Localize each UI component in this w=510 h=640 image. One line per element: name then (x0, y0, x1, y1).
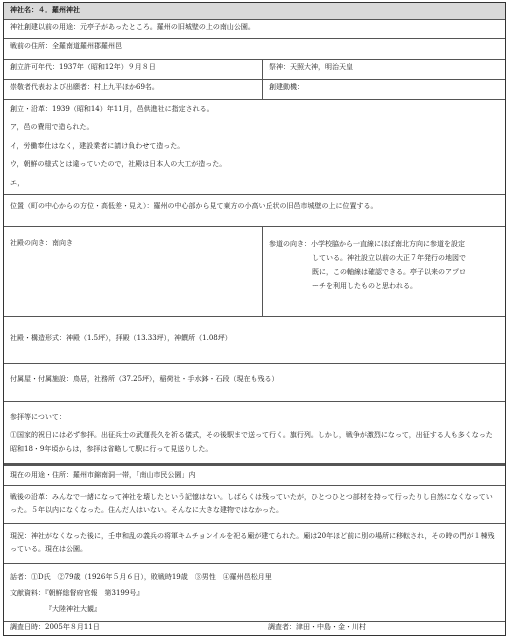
founding-motive-label: 創建動機： (262, 80, 505, 99)
approach-line: 既に，この軸線は確認できる。亭子以来のアプロ (312, 268, 466, 276)
permit-date: 創立許可年代：1937年（昭和12年）９月８日 (10, 63, 156, 71)
history-item-a: ア，邑の費用で造られた。 (10, 123, 94, 132)
postwar-history: 戦後の沿革：みんなで一緒になって神社を壊したという記憶はない。しばらくは残っていたが，ひとつひとつ部材を持って行ったりし自然になくなっていった。５年以内になくなった。住んだ人はいない。そんなに大きな建物ではなかった。 (4, 486, 505, 524)
current-use: 現在の用途・住所：羅州市錦南洞一帯，「南山市民公園」内 (4, 464, 505, 486)
shrine-facing: 社殿の向き：南向き (10, 239, 73, 247)
shrine-survey-sheet (3, 2, 506, 636)
source-item: 『大陸神社大観』 (45, 604, 101, 613)
surveyors: 調査者：津田・中島・金・川村 (268, 623, 366, 631)
approach-line: している。神社設立以前の大正７年発行の地図で (312, 254, 466, 262)
footer-row (4, 622, 505, 635)
survey-date: 調査日時：2005年８月11日 (10, 623, 100, 631)
prewar-address: 戦前の住所：全羅南道羅州郡羅州邑 (4, 39, 505, 60)
informants: 話者：①D氏 ②79歳（1926年５月６日），敗戦時19歳 ③男性 ④羅州邑松月里 (10, 573, 272, 581)
founding-history (4, 100, 505, 195)
worship-notes (4, 402, 505, 464)
present-status: 現況：神社がなくなった後に，壬申和乱の義兵の将軍キムチョンイルを祀る廟が建てられた。廟は20年ほど前に別の場所に移転され，その時の門が１棟残っている。現在は公園。 (4, 524, 505, 564)
facilities: 付属屋・付属施設：鳥居，社務所（37.25坪），稲荷社・手水鉢・石段（現在も残る） (4, 364, 505, 402)
sources-block (4, 564, 505, 622)
page-title: 神社名：４．羅州神社 (4, 3, 505, 20)
history-item-i: イ，労働奉仕はなく，建設業者に請け負わせて造った。 (10, 141, 185, 150)
history-item-e: エ， (10, 178, 25, 187)
structures: 社殿・構造形式：神殿（1.5坪），拝殿（13.33坪），神饌所（1.08坪） (4, 317, 505, 364)
deities: 祭神：天照大神，明治天皇 (262, 60, 505, 79)
representative: 崇敬者代表および出願者：村上九平ほか69名。 (10, 83, 159, 91)
sources-label: 文献資料： (10, 589, 45, 598)
orientation-row (4, 227, 505, 317)
approach-line: ーチを利用したものと思われる。 (312, 282, 417, 290)
worship-notes-label: 参拝等について： (10, 413, 66, 421)
permit-deities-row (4, 60, 505, 80)
worship-notes-text: ①国家的祝日には必ず参拝。出征兵士の武運長久を祈る儀式，その後駅まで送って行く。旗行列。しかし，戦争が激烈になって，出征する人も多くなった昭和18・9年頃からは，参拝は省略して駅に行って見送りした。 (10, 431, 493, 453)
history-item-u: ウ，朝鮮の様式とは違っていたので，社殿は日本人の大工が造った。 (10, 160, 227, 169)
approach-direction (262, 227, 505, 316)
location: 位置（町の中心からの方位・高低差・見え）：羅州の中心部から見て東方の小高い丘状の旧邑市城壁の上に位置する。 (4, 195, 505, 227)
source-item: 『朝鮮総督府官報 第3199号』 (45, 589, 144, 598)
representative-motive-row (4, 80, 505, 100)
approach-line: 参道の向き：小学校脇から一直線にほぼ南北方向に参道を設定 (269, 240, 465, 248)
history-main: 創立・沿革：1939（昭和14）年11月，邑供進社に指定される。 (10, 105, 214, 113)
prior-use: 神社創建以前の用途：元亭子があったところ。羅州の旧城壁の上の南山公園。 (4, 20, 505, 39)
